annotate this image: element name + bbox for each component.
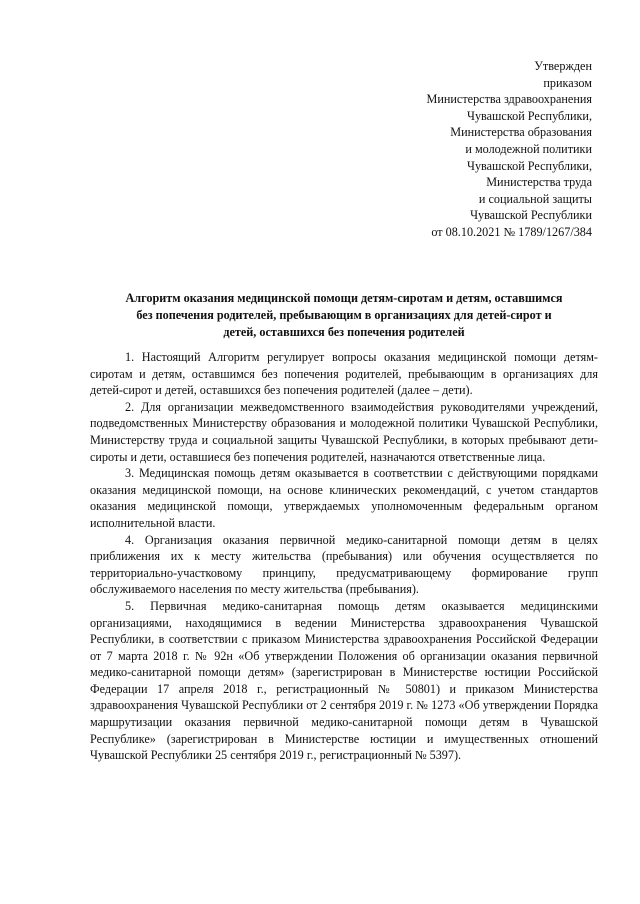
- title-line: без попечения родителей, пребывающим в организациях для детей-сирот и: [136, 308, 552, 322]
- paragraph-5: 5. Первичная медико-санитарная помощь детям оказывается медицинскими организациями, находящимися в ведении Министерства здравоохранения Чувашской Республики, в соответствии с приказом Министерства здравоохранения Российской Федерации от 7 марта 2018 г. № 92н «Об утверждении Положения об организации оказания первичной медико-санитарной помощи детям» (зарегистрирован в Министерстве юстиции Российской Федерации 17 апреля 2018 г., регистрационный № 50801) и приказом Министерства здравоохранения Чувашской Республики от 2 сентября 2019 г. № 1273 «Об утверждении Порядка маршрутизации оказания первичной медико-санитарной помощи детям в Чувашской Республике» (зарегистрирован в Министерстве юстиции и имущественных отношений Чувашской Республики 25 сентября 2019 г., регистрационный № 5397).: [90, 598, 598, 763]
- paragraph-2: 2. Для организации межведомственного взаимодействия руководителями учреждений, подведомственных Министерству образования и молодежной политики Чувашской Республики, Министерству труда и социальной защиты Чувашской Республики, в которых пребывают дети-сироты и дети, оставшиеся без попечения родителей, назначаются ответственные лица.: [90, 399, 598, 464]
- approval-line: Чувашской Республики,: [467, 108, 592, 123]
- title-line: детей, оставшихся без попечения родителей: [223, 325, 465, 339]
- document-title: [90, 290, 598, 341]
- title-line: Алгоритм оказания медицинской помощи детям-сиротам и детям, оставшимся: [125, 291, 563, 305]
- approval-line: приказом: [543, 75, 592, 90]
- approval-line: Утвержден: [534, 59, 592, 73]
- paragraph-3: 3. Медицинская помощь детям оказывается в соответствии с действующими порядками оказания медицинской помощи, на основе клинических рекомендаций, с учетом стандартов оказания медицинской помощи, утверждаемых уполномоченным федеральным органом исполнительной власти.: [90, 466, 598, 530]
- document-body: [90, 349, 598, 764]
- paragraph-1: 1. Настоящий Алгоритм регулирует вопросы оказания медицинской помощи детям-сиротам и детям, оставшимся без попечения родителей, пребывающим в организациях для детей-сирот и детей, оставшихся без попечения родителей (далее – дети).: [90, 350, 598, 398]
- approval-line: Министерства труда: [486, 175, 592, 190]
- approval-block: [332, 58, 592, 241]
- approval-line: Чувашской Республики,: [467, 158, 592, 173]
- approval-date-line: от 08.10.2021 № 1789/1267/384: [431, 224, 592, 239]
- paragraph-4: 4. Организация оказания первичной медико-санитарной помощи детям в целях приближения их к месту жительства (пребывания) или обучения осуществляется по территориально-участковому принципу, предусматривающему формирование групп обслуживаемого населения по месту жительства (пребывания).: [90, 532, 598, 597]
- approval-line: и социальной защиты: [478, 191, 592, 206]
- approval-line: Чувашской Республики: [470, 208, 592, 223]
- approval-line: и молодежной политики: [465, 141, 592, 156]
- approval-line: Министерства образования: [450, 125, 592, 140]
- approval-line: Министерства здравоохранения: [426, 92, 592, 107]
